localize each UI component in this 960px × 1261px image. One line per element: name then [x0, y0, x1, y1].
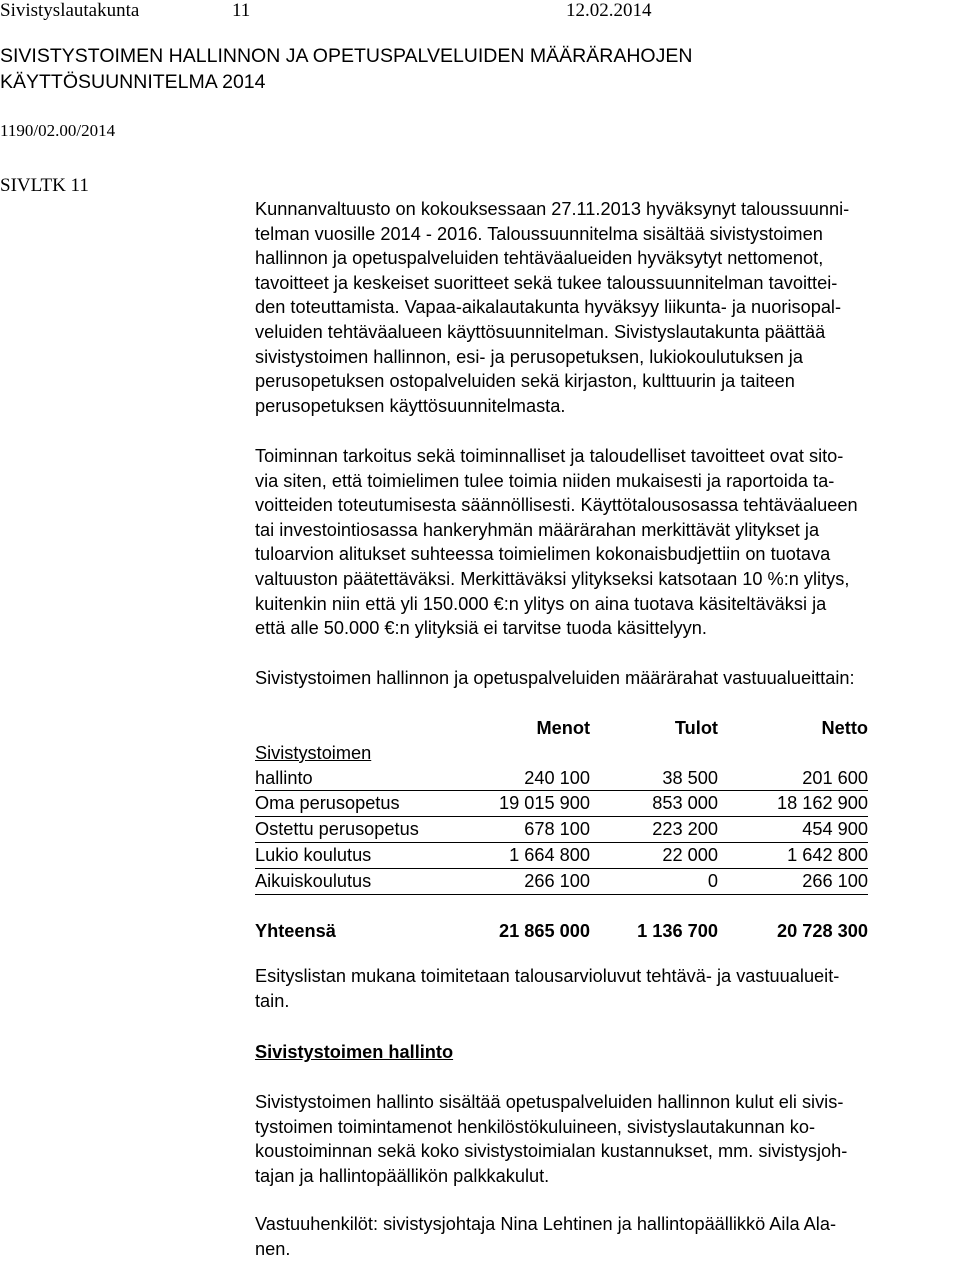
text-line: kuitenkin niin että yli 150.000 €:n ylitys on aina tuotava käsiteltäväksi ja [255, 593, 827, 614]
paragraph-agenda-note [255, 964, 945, 1013]
text-line: veluiden tehtäväalueen käyttösuunnitelman. Sivistyslautakunta päättää [255, 321, 826, 342]
text-line: tuloarvion alitukset suhteessa toimielimen kokonaisbudjettiin on tuotava [255, 544, 831, 565]
text-line: Esityslistan mukana toimitetaan talousarvioluvut tehtävä- ja vastuualueit- [255, 966, 840, 986]
text-line: nen. [255, 1238, 291, 1259]
reference-number: 1190/02.00/2014 [0, 121, 116, 140]
text-line: että alle 50.000 €:n ylityksiä ei tarvitse tuoda käsittelyyn. [255, 618, 707, 639]
text-line: sivistystoimen hallinnon, esi- ja perusopetuksen, lukiokoulutuksen ja [255, 346, 803, 367]
cell-netto: 201 600 [718, 766, 868, 791]
table-row [255, 791, 868, 817]
document-title-line-2: KÄYTTÖSUUNNITELMA 2014 [0, 71, 266, 93]
total-label: Yhteensä [255, 921, 336, 942]
text-line: Kunnanvaltuusto on kokouksessaan 27.11.2013 hyväksynyt taloussuunni- [255, 199, 850, 219]
cell-menot: 266 100 [450, 868, 590, 894]
table-spacer-row [255, 894, 868, 919]
table-row [255, 766, 868, 791]
cell-menot: 678 100 [450, 817, 590, 843]
row-label: Oma perusopetus [255, 791, 450, 817]
paragraph-table-intro [255, 666, 945, 691]
column-header-menot: Menot [536, 718, 590, 738]
section-code: SIVLTK 11 [0, 175, 89, 196]
text-line: voitteiden toteutumisesta säännöllisesti. Käyttötalousosassa tehtäväalueen [255, 495, 858, 516]
row-label: Aikuiskoulutus [255, 868, 450, 894]
header-date: 12.02.2014 [566, 0, 652, 21]
paragraph-responsible-persons [255, 1212, 945, 1261]
cell-netto: 454 900 [718, 817, 868, 843]
table-row [255, 741, 868, 766]
text-line: Toiminnan tarkoitus sekä toiminnalliset ja taloudelliset tavoitteet ovat sito- [255, 446, 844, 466]
cell-netto: 1 642 800 [718, 842, 868, 868]
paragraph-administration-contents [255, 1090, 945, 1188]
text-line: tai investointiosassa hankeryhmän määrärahan merkittävät ylitykset ja [255, 519, 820, 540]
group-label-text: Sivistystoimen [255, 742, 372, 763]
total-tulot: 1 136 700 [637, 921, 718, 942]
paragraph-binding-targets [255, 444, 945, 641]
text-line: hallinnon ja opetuspalveluiden tehtäväalueiden hyväksytyt nettomenot, [255, 248, 824, 269]
cell-menot: 19 015 900 [450, 791, 590, 817]
paragraph-budget-approval [255, 197, 945, 418]
text-line: telman vuosille 2014 - 2016. Taloussuunnitelma sisältää sivistystoimen [255, 223, 823, 244]
document-title-line-1: SIVISTYSTOIMEN HALLINNON JA OPETUSPALVELUIDEN MÄÄRÄRAHOJEN [0, 45, 693, 67]
text-line: valtuuston päätettäväksi. Merkittäväksi ylitykseksi katsotaan 10 %:n ylitys, [255, 568, 850, 589]
total-netto: 20 728 300 [776, 921, 868, 942]
text-line: den toteuttamista. Vapaa-aikalautakunta hyväksyy liikunta- ja nuorisopal- [255, 297, 842, 318]
table-row [255, 868, 868, 894]
table-group-label [255, 741, 450, 766]
text-line: Vastuuhenkilöt: sivistysjohtaja Nina Lehtinen ja hallintopäällikkö Aila Ala- [255, 1214, 836, 1234]
row-label: Lukio koulutus [255, 842, 450, 868]
cell-tulot: 0 [590, 868, 718, 894]
header-organization: Sivistyslautakunta [0, 0, 140, 21]
column-header-tulot: Tulot [674, 718, 718, 738]
text-line: via siten, että toimielimen tulee toimia niiden mukaisesti ja raportoida ta- [255, 470, 835, 491]
text-line: tavoitteet ja keskeiset suoritteet sekä tukee taloussuunnitelman tavoittei- [255, 272, 838, 293]
column-header-netto: Netto [821, 718, 868, 738]
row-label: Ostettu perusopetus [255, 817, 450, 843]
row-label: hallinto [255, 766, 450, 791]
allocation-table [255, 716, 868, 944]
cell-tulot: 853 000 [590, 791, 718, 817]
text-line: tain. [255, 990, 290, 1011]
cell-netto: 18 162 900 [718, 791, 868, 817]
cell-tulot: 22 000 [590, 842, 718, 868]
table-row [255, 842, 868, 868]
cell-netto: 266 100 [718, 868, 868, 894]
table-total-row [255, 919, 868, 944]
cell-tulot: 38 500 [590, 766, 718, 791]
text-line: koustoiminnan sekä koko sivistystoimialan kustannukset, mm. sivistysjoh- [255, 1141, 848, 1162]
cell-tulot: 223 200 [590, 817, 718, 843]
cell-menot: 1 664 800 [450, 842, 590, 868]
text-line: Sivistystoimen hallinnon ja opetuspalveluiden määrärahat vastuualueittain: [255, 668, 855, 688]
text-line: tajan ja hallintopäällikön palkkakulut. [255, 1165, 550, 1186]
table-row [255, 817, 868, 843]
section-heading-text: Sivistystoimen hallinto [255, 1042, 454, 1062]
text-line: perusopetuksen ostopalveluiden sekä kirjaston, kulttuurin ja taiteen [255, 371, 795, 392]
table-header-row [255, 716, 868, 741]
text-line: tystoimen toimintamenot henkilöstökuluineen, sivistyslautakunnan ko- [255, 1116, 816, 1137]
text-line: Sivistystoimen hallinto sisältää opetuspalveluiden hallinnon kulut eli sivis- [255, 1092, 844, 1112]
table-header-label [255, 716, 450, 741]
cell-menot: 240 100 [450, 766, 590, 791]
section-heading [255, 1040, 945, 1065]
text-line: perusopetuksen käyttösuunnitelmasta. [255, 395, 566, 416]
total-menot: 21 865 000 [498, 921, 590, 942]
header-page-number: 11 [232, 0, 251, 21]
